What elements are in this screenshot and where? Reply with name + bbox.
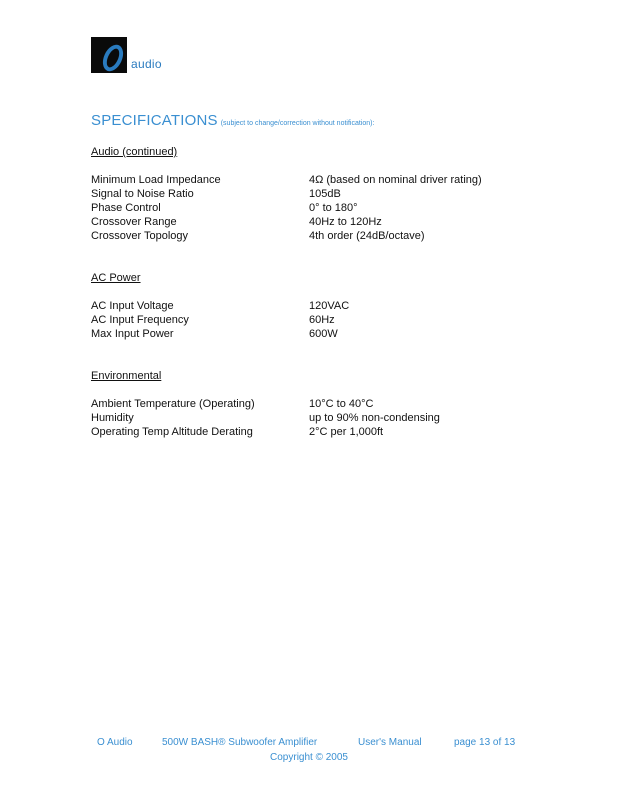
spec-value: 4th order (24dB/octave) bbox=[309, 230, 425, 242]
brand-logo bbox=[91, 37, 162, 73]
heading-subtitle: (subject to change/correction without notification): bbox=[220, 120, 375, 127]
spec-row bbox=[91, 299, 551, 313]
spec-value: 105dB bbox=[309, 188, 341, 200]
spec-label: Ambient Temperature (Operating) bbox=[91, 398, 255, 410]
spec-label: Max Input Power bbox=[91, 328, 174, 340]
heading-title: SPECIFICATIONS bbox=[91, 112, 218, 129]
spec-value: 60Hz bbox=[309, 314, 335, 326]
spec-row bbox=[91, 327, 551, 341]
spec-value: 10°C to 40°C bbox=[309, 398, 374, 410]
spec-label: Signal to Noise Ratio bbox=[91, 188, 194, 200]
spec-row bbox=[91, 201, 551, 215]
spec-label: Operating Temp Altitude Derating bbox=[91, 426, 253, 438]
spec-value: 120VAC bbox=[309, 300, 350, 312]
section-title: AC Power bbox=[91, 272, 141, 284]
spec-label: AC Input Voltage bbox=[91, 300, 174, 312]
spec-value: 4Ω (based on nominal driver rating) bbox=[309, 174, 482, 186]
spec-row bbox=[91, 187, 551, 201]
spec-row bbox=[91, 411, 551, 425]
spec-section-ac-power bbox=[91, 271, 551, 341]
footer-page-number: page 13 of 13 bbox=[454, 737, 516, 748]
spec-value: 600W bbox=[309, 328, 338, 340]
spec-row bbox=[91, 425, 551, 439]
spec-value: 2°C per 1,000ft bbox=[309, 426, 384, 438]
logo-text: audio bbox=[131, 57, 162, 71]
spec-label: Crossover Topology bbox=[91, 230, 189, 242]
logo-mark-icon bbox=[91, 37, 127, 73]
spec-row bbox=[91, 313, 551, 327]
spec-label: Humidity bbox=[91, 412, 134, 424]
spec-row bbox=[91, 215, 551, 229]
section-title: Audio (continued) bbox=[91, 146, 178, 158]
spec-label: AC Input Frequency bbox=[91, 314, 189, 326]
spec-value: 0° to 180° bbox=[309, 202, 358, 214]
page-heading bbox=[91, 112, 374, 130]
spec-content bbox=[91, 145, 551, 467]
footer-line bbox=[97, 736, 515, 749]
section-title: Environmental bbox=[91, 370, 162, 382]
spec-row bbox=[91, 229, 551, 243]
spec-label: Phase Control bbox=[91, 202, 161, 214]
spec-row bbox=[91, 173, 551, 187]
spec-section-audio bbox=[91, 145, 551, 243]
spec-section-environmental bbox=[91, 369, 551, 439]
spec-value: up to 90% non-condensing bbox=[309, 412, 440, 424]
footer-copyright: Copyright © 2005 bbox=[270, 752, 348, 763]
spec-value: 40Hz to 120Hz bbox=[309, 216, 382, 228]
footer-product: 500W BASH® Subwoofer Amplifier bbox=[162, 737, 318, 748]
spec-row bbox=[91, 397, 551, 411]
footer-manual: User's Manual bbox=[358, 737, 422, 748]
spec-label: Minimum Load Impedance bbox=[91, 174, 221, 186]
footer-company: O Audio bbox=[97, 737, 133, 748]
spec-label: Crossover Range bbox=[91, 216, 177, 228]
